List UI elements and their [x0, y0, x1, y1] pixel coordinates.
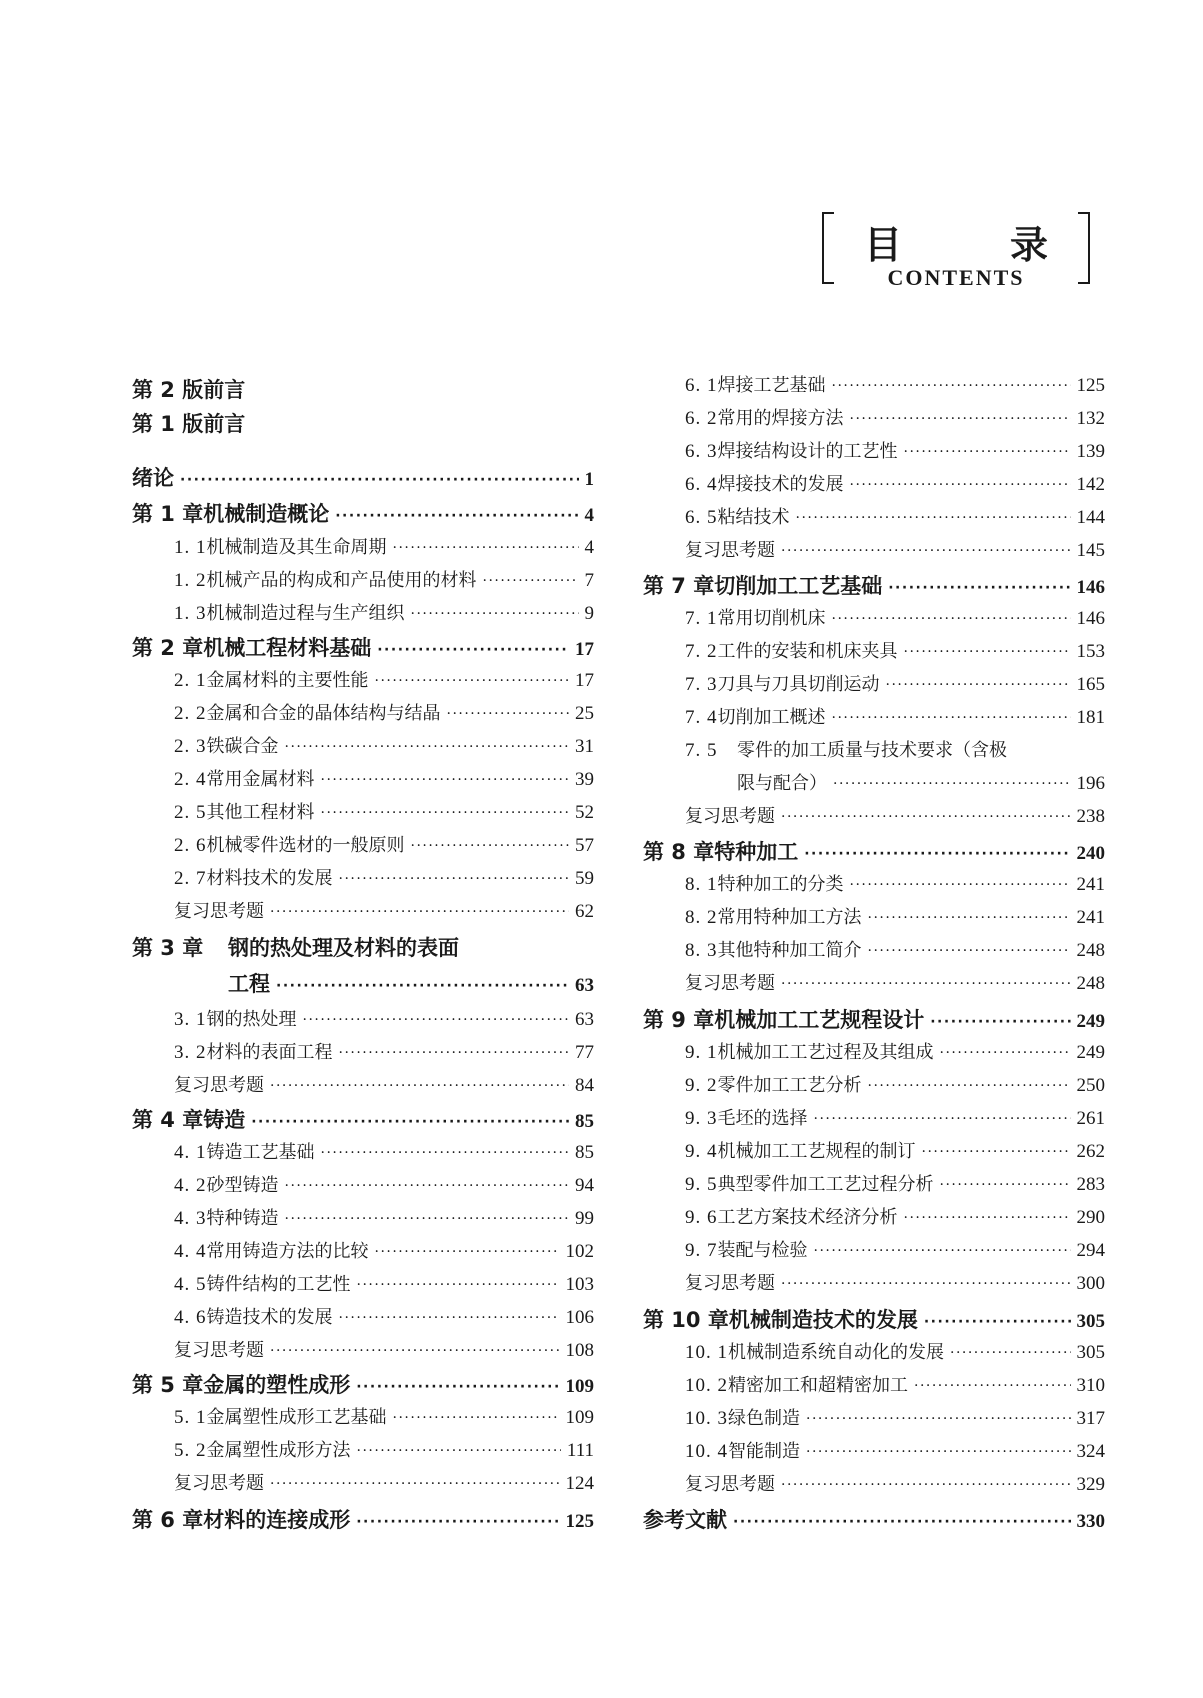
toc-entry-section-10-1[interactable]: 10. 1 机械制造系统自动化的发展 ····· 305	[685, 1338, 1105, 1364]
toc-entry-chapter-1[interactable]: 第 1 章 机械制造概论 ····· 4	[132, 498, 594, 528]
toc-entry-section-9-6[interactable]: 9. 6 工艺方案技术经济分析 ····· 290	[685, 1203, 1105, 1229]
toc-entry-chapter-5[interactable]: 第 5 章 金属的塑性成形 ····· 109	[132, 1369, 594, 1399]
toc-entry-section-6-2[interactable]: 6. 2 常用的焊接方法 ····· 132	[685, 404, 1105, 430]
toc-entry-section-9-3[interactable]: 9. 3 毛坯的选择 ····· 261	[685, 1104, 1105, 1130]
toc-entry-section-7-2[interactable]: 7. 2 工件的安装和机床夹具 ····· 153	[685, 637, 1105, 663]
toc-entry-chapter-3-cont[interactable]: 工程 ····· 63	[228, 968, 594, 998]
toc-entry-section-2-3[interactable]: 2. 3 铁碳合金 ····· 31	[174, 732, 594, 758]
toc-entry-section-4-3[interactable]: 4. 3 特种铸造 ····· 99	[174, 1204, 594, 1230]
toc-entry-section-8-2[interactable]: 8. 2 常用特种加工方法 ····· 241	[685, 903, 1105, 929]
toc-entry-chapter-3[interactable]: 第 3 章 钢的热处理及材料的表面	[132, 936, 459, 960]
toc-entry-preface-1[interactable]: 第 1 版前言	[132, 412, 246, 436]
toc-entry-section-3-1[interactable]: 3. 1 钢的热处理 ····· 63	[174, 1005, 594, 1031]
page-subtitle: CONTENTS	[887, 265, 1025, 290]
toc-entry-introduction[interactable]: 绪论 ····· 1	[132, 462, 594, 492]
toc-entry-section-3-2[interactable]: 3. 2 材料的表面工程 ····· 77	[174, 1038, 594, 1064]
toc-entry-section-5-1[interactable]: 5. 1 金属塑性成形工艺基础 ····· 109	[174, 1403, 594, 1429]
toc-entry-section-4-4[interactable]: 4. 4 常用铸造方法的比较 ····· 102	[174, 1237, 594, 1263]
toc-header	[822, 212, 1090, 290]
toc-entry-review-4[interactable]: 复习思考题 ····· 108	[174, 1336, 594, 1362]
toc-entry-chapter-10[interactable]: 第 10 章 机械制造技术的发展 ····· 305	[643, 1304, 1105, 1334]
toc-entry-section-6-3[interactable]: 6. 3 焊接结构设计的工艺性 ····· 139	[685, 437, 1105, 463]
toc-entry-section-9-5[interactable]: 9. 5 典型零件加工工艺过程分析 ····· 283	[685, 1170, 1105, 1196]
toc-entry-chapter-9[interactable]: 第 9 章 机械加工工艺规程设计 ····· 249	[643, 1004, 1105, 1034]
toc-entry-chapter-4[interactable]: 第 4 章 铸造 ····· 85	[132, 1104, 594, 1134]
toc-entry-section-10-4[interactable]: 10. 4 智能制造 ····· 324	[685, 1437, 1105, 1463]
toc-entry-chapter-6[interactable]: 第 6 章 材料的连接成形 ····· 125	[132, 1504, 594, 1534]
toc-entry-section-8-3[interactable]: 8. 3 其他特种加工简介 ····· 248	[685, 936, 1105, 962]
toc-entry-references[interactable]: 参考文献 ····· 330	[643, 1504, 1105, 1534]
toc-entry-chapter-2[interactable]: 第 2 章 机械工程材料基础 ····· 17	[132, 632, 594, 662]
toc-entry-section-7-4[interactable]: 7. 4 切削加工概述 ····· 181	[685, 703, 1105, 729]
toc-entry-section-1-1[interactable]: 1. 1 机械制造及其生命周期 ····· 4	[174, 533, 594, 559]
toc-entry-section-10-3[interactable]: 10. 3 绿色制造 ····· 317	[685, 1404, 1105, 1430]
toc-entry-review-3[interactable]: 复习思考题 ····· 84	[174, 1071, 594, 1097]
toc-entry-section-2-2[interactable]: 2. 2 金属和合金的晶体结构与结晶 ····· 25	[174, 699, 594, 725]
toc-entry-review-9[interactable]: 复习思考题 ····· 300	[685, 1269, 1105, 1295]
toc-entry-section-7-3[interactable]: 7. 3 刀具与刀具切削运动 ····· 165	[685, 670, 1105, 696]
toc-entry-section-4-5[interactable]: 4. 5 铸件结构的工艺性 ····· 103	[174, 1270, 594, 1296]
toc-entry-section-6-1[interactable]: 6. 1 焊接工艺基础 ····· 125	[685, 371, 1105, 397]
toc-entry-review-7[interactable]: 复习思考题 ····· 238	[685, 802, 1105, 828]
title-char-1: 目	[864, 223, 903, 267]
toc-entry-chapter-8[interactable]: 第 8 章 特种加工 ····· 240	[643, 836, 1105, 866]
toc-entry-review-5[interactable]: 复习思考题 ····· 124	[174, 1469, 594, 1495]
toc-entry-section-2-4[interactable]: 2. 4 常用金属材料 ····· 39	[174, 765, 594, 791]
toc-entry-section-9-4[interactable]: 9. 4 机械加工工艺规程的制订 ····· 262	[685, 1137, 1105, 1163]
toc-entry-section-7-1[interactable]: 7. 1 常用切削机床 ····· 146	[685, 604, 1105, 630]
page-title	[862, 214, 1050, 269]
toc-entry-review-2[interactable]: 复习思考题 ····· 62	[174, 897, 594, 923]
toc-entry-section-2-5[interactable]: 2. 5 其他工程材料 ····· 52	[174, 798, 594, 824]
toc-entry-section-4-2[interactable]: 4. 2 砂型铸造 ····· 94	[174, 1171, 594, 1197]
toc-entry-section-6-5[interactable]: 6. 5 粘结技术 ····· 144	[685, 503, 1105, 529]
toc-entry-section-9-1[interactable]: 9. 1 机械加工工艺过程及其组成 ····· 249	[685, 1038, 1105, 1064]
toc-entry-section-9-2[interactable]: 9. 2 零件加工工艺分析 ····· 250	[685, 1071, 1105, 1097]
toc-entry-section-2-1[interactable]: 2. 1 金属材料的主要性能 ····· 17	[174, 666, 594, 692]
toc-entry-section-2-7[interactable]: 2. 7 材料技术的发展 ····· 59	[174, 864, 594, 890]
toc-entry-section-4-1[interactable]: 4. 1 铸造工艺基础 ····· 85	[174, 1138, 594, 1164]
toc-entry-review-10[interactable]: 复习思考题 ····· 329	[685, 1470, 1105, 1496]
toc-entry-section-9-7[interactable]: 9. 7 装配与检验 ····· 294	[685, 1236, 1105, 1262]
toc-entry-section-4-6[interactable]: 4. 6 铸造技术的发展 ····· 106	[174, 1303, 594, 1329]
toc-entry-preface-2[interactable]: 第 2 版前言	[132, 378, 246, 402]
toc-entry-chapter-7[interactable]: 第 7 章 切削加工工艺基础 ····· 146	[643, 570, 1105, 600]
toc-entry-section-7-5[interactable]: 7. 5 零件的加工质量与技术要求（含极	[685, 740, 1007, 761]
toc-entry-section-10-2[interactable]: 10. 2 精密加工和超精密加工 ····· 310	[685, 1371, 1105, 1397]
toc-entry-section-2-6[interactable]: 2. 6 机械零件选材的一般原则 ····· 57	[174, 831, 594, 857]
toc-entry-section-1-2[interactable]: 1. 2 机械产品的构成和产品使用的材料 ····· 7	[174, 566, 594, 592]
toc-entry-review-8[interactable]: 复习思考题 ····· 248	[685, 969, 1105, 995]
toc-entry-review-6[interactable]: 复习思考题 ····· 145	[685, 536, 1105, 562]
toc-entry-section-6-4[interactable]: 6. 4 焊接技术的发展 ····· 142	[685, 470, 1105, 496]
toc-entry-section-5-2[interactable]: 5. 2 金属塑性成形方法 ····· 111	[174, 1436, 594, 1462]
toc-entry-section-8-1[interactable]: 8. 1 特种加工的分类 ····· 241	[685, 870, 1105, 896]
toc-entry-section-7-5-cont[interactable]: 限与配合） ····· 196	[737, 769, 1105, 795]
toc-entry-section-1-3[interactable]: 1. 3 机械制造过程与生产组织 ····· 9	[174, 599, 594, 625]
title-char-2: 录	[1009, 223, 1048, 267]
